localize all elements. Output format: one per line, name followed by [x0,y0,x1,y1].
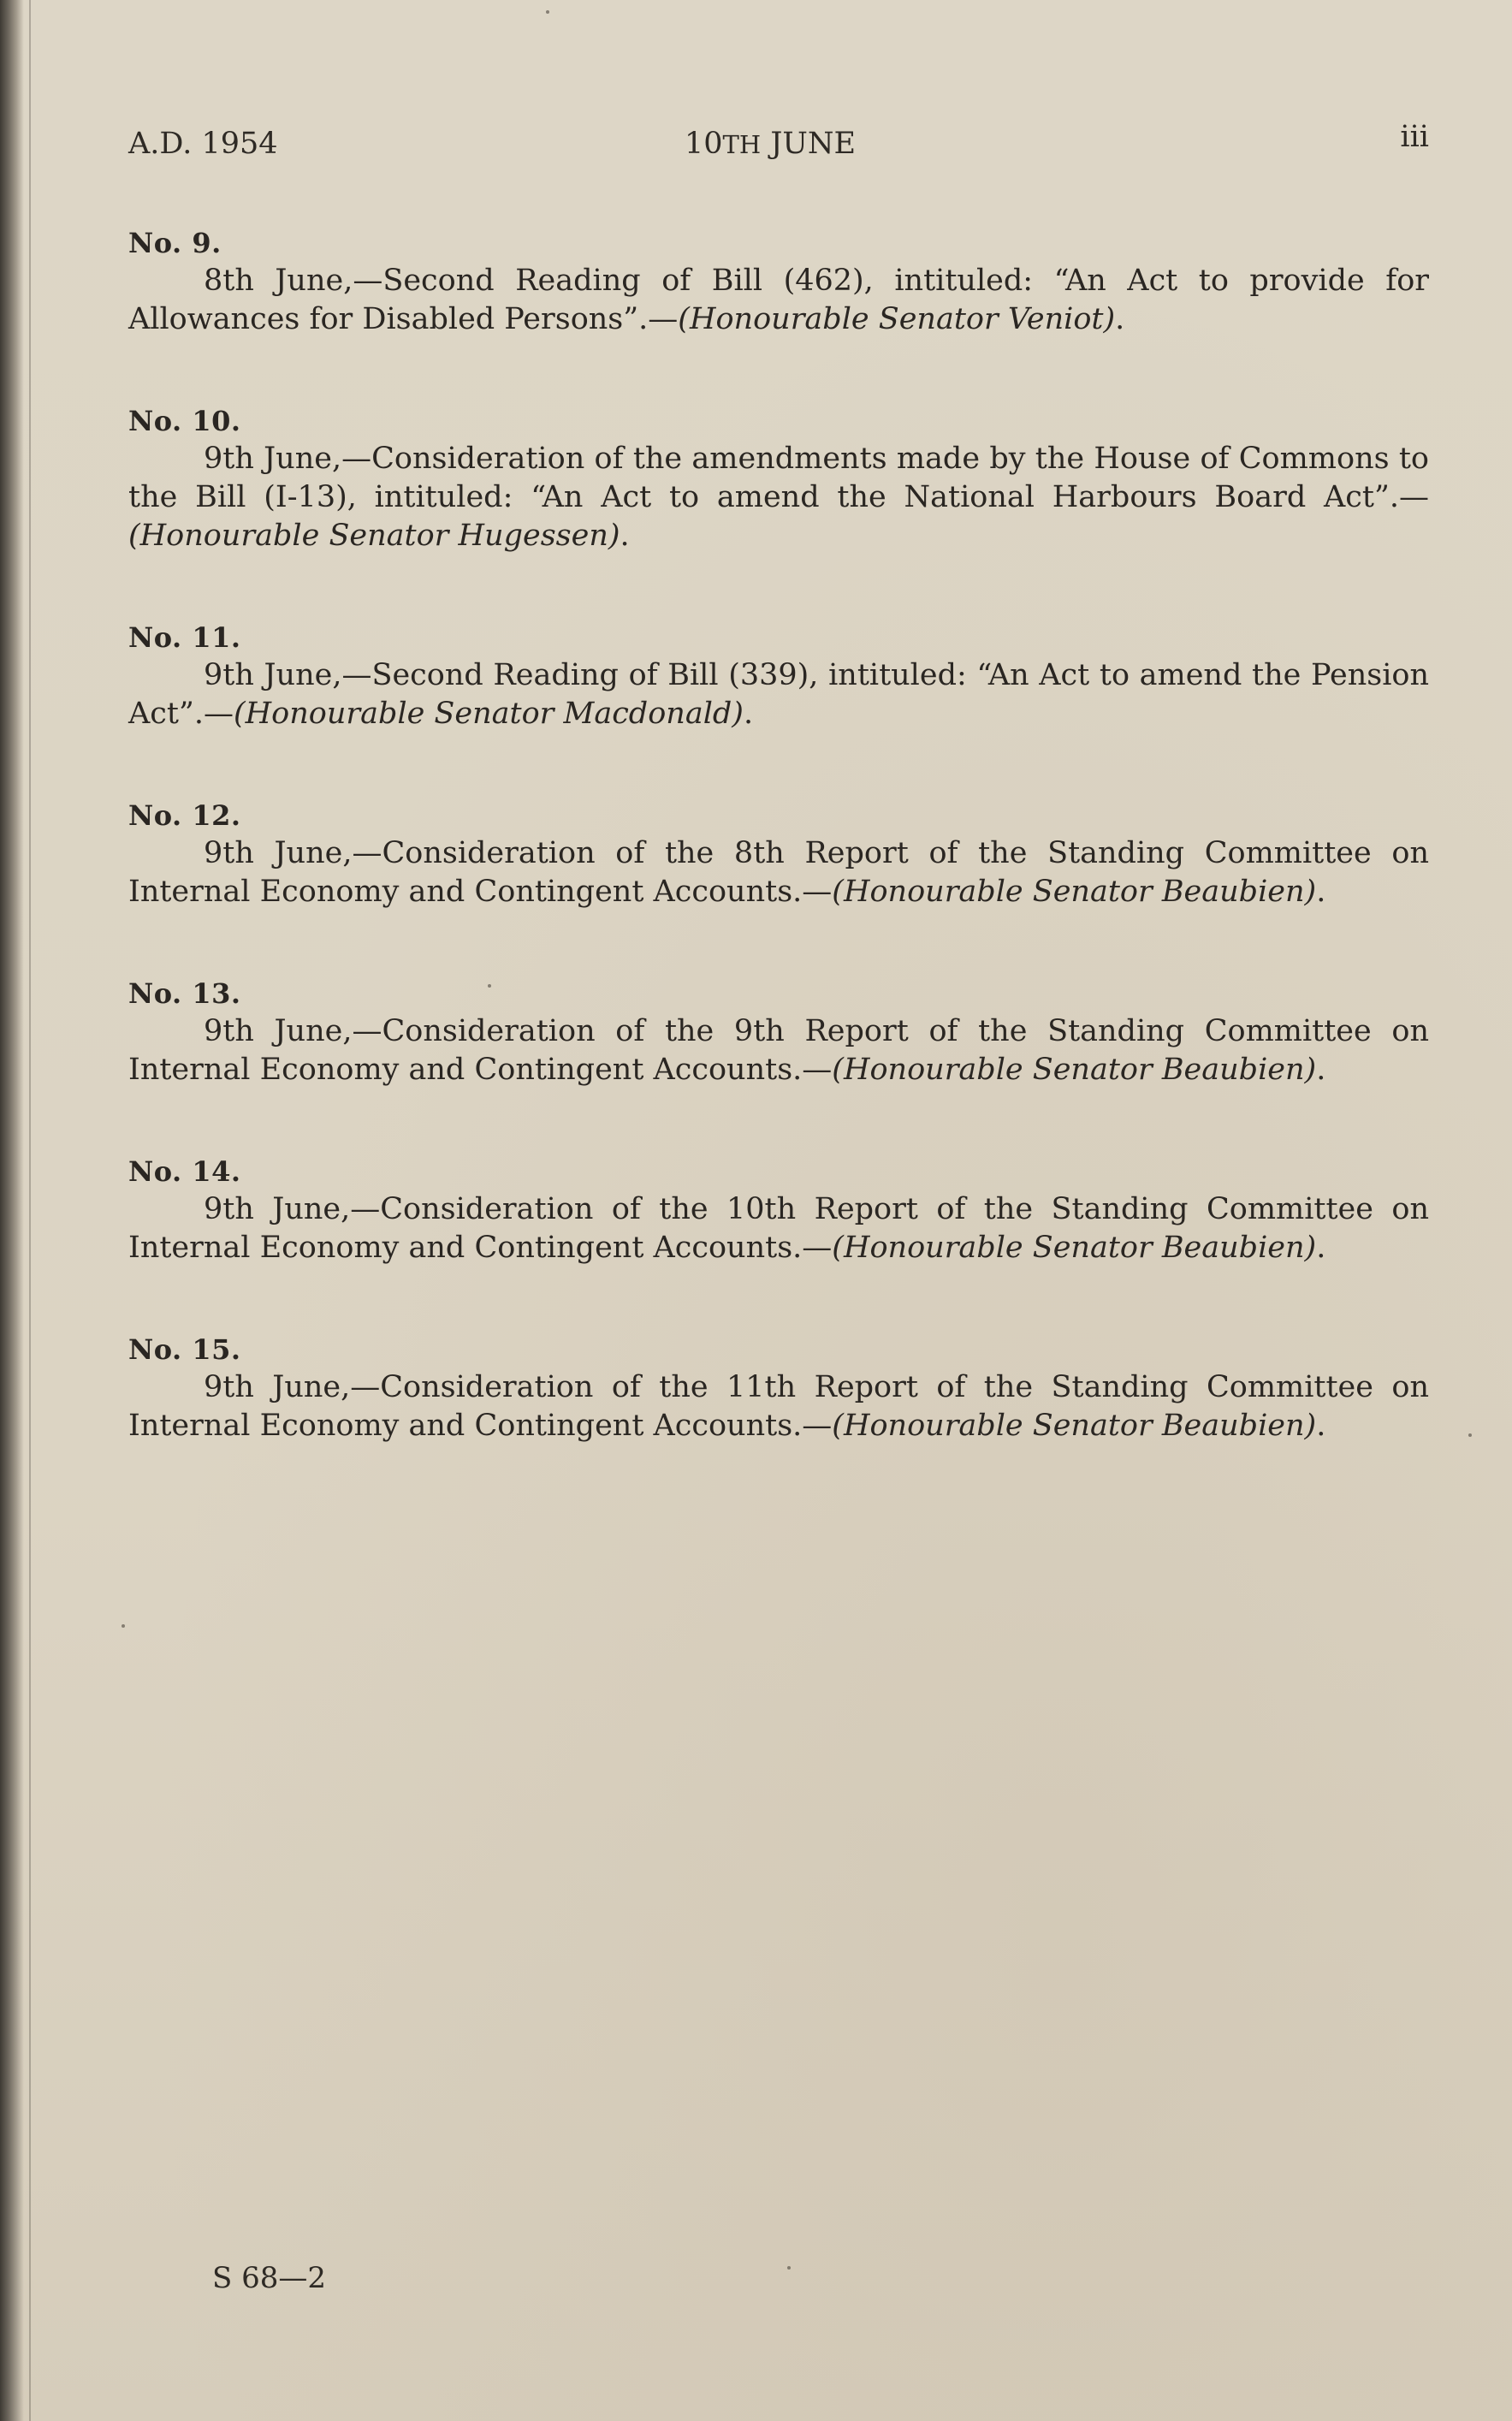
paper-speck [787,2266,791,2270]
running-head-ordinal: TH [722,130,762,159]
entry-text [128,1012,1429,1089]
entry-end: . [1316,1231,1326,1265]
entry-number: No. 15. [128,1333,241,1366]
entry-number: No. 13. [128,977,241,1010]
paper-speck [546,10,549,14]
entry-end: . [743,697,754,731]
entry-end: . [1316,1053,1326,1087]
entry-body: 9th June,—Consideration of the 11th Report of the Standing Committee on Internal Economy and Contingent Accounts.— [128,1370,1429,1443]
paper-speck [488,984,491,988]
order-entry [128,619,1429,733]
orders-of-the-day [128,224,1429,1509]
page-number: iii [1400,120,1429,154]
running-head-month: JUNE [770,127,857,161]
running-head-date [685,127,856,161]
entry-sponsor: (Honourable Senator Beaubien) [832,1231,1317,1265]
entry-body: 9th June,—Consideration of the 10th Report of the Standing Committee on Internal Economy and Contingent Accounts.— [128,1192,1429,1265]
order-entry [128,797,1429,911]
entry-sponsor: (Honourable Senator Macdonald) [233,697,744,731]
entry-end: . [1316,1409,1326,1443]
entry-number: No. 14. [128,1155,241,1188]
entry-end: . [1316,875,1326,909]
entry-number: No. 12. [128,799,241,832]
entry-sponsor: (Honourable Senator Hugessen) [128,519,620,553]
entry-body: 9th June,—Consideration of the amendments made by the House of Commons to the Bill (I-13), intituled: “An Act to amend the National Harbours Board Act”.— [128,442,1429,514]
order-entry [128,1331,1429,1445]
entry-text [128,262,1429,339]
running-head-day: 10 [685,127,723,161]
running-head [128,120,1429,169]
entry-end: . [1115,302,1125,336]
entry-sponsor: (Honourable Senator Beaubien) [832,875,1317,909]
entry-number: No. 9. [128,227,222,259]
order-entry [128,224,1429,339]
running-head-year: A.D. 1954 [128,127,278,161]
paper-speck [1468,1433,1472,1437]
order-entry [128,975,1429,1089]
entry-text [128,1190,1429,1267]
entry-text [128,656,1429,733]
paper-speck [122,1624,125,1628]
entry-number: No. 11. [128,621,241,654]
entry-sponsor: (Honourable Senator Beaubien) [832,1053,1317,1087]
entry-body: 9th June,—Second Reading of Bill (339), intituled: “An Act to amend the Pension Act”.— [128,658,1429,731]
printer-signature-mark: S 68—2 [212,2261,326,2295]
page-binding-edge [0,0,24,2421]
order-entry [128,1153,1429,1267]
entry-text [128,440,1429,555]
entry-number: No. 10. [128,405,241,437]
binding-shadow-line [29,0,31,2421]
entry-body: 9th June,—Consideration of the 8th Report of the Standing Committee on Internal Economy and Contingent Accounts.— [128,836,1429,909]
entry-body: 8th June,—Second Reading of Bill (462), intituled: “An Act to provide for Allowances for Disabled Persons”.— [128,264,1429,336]
entry-body: 9th June,—Consideration of the 9th Report of the Standing Committee on Internal Economy and Contingent Accounts.— [128,1014,1429,1087]
entry-sponsor: (Honourable Senator Beaubien) [832,1409,1317,1443]
entry-sponsor: (Honourable Senator Veniot) [678,302,1116,336]
entry-text [128,834,1429,911]
entry-text [128,1368,1429,1445]
entry-end: . [620,519,630,553]
order-entry [128,402,1429,555]
